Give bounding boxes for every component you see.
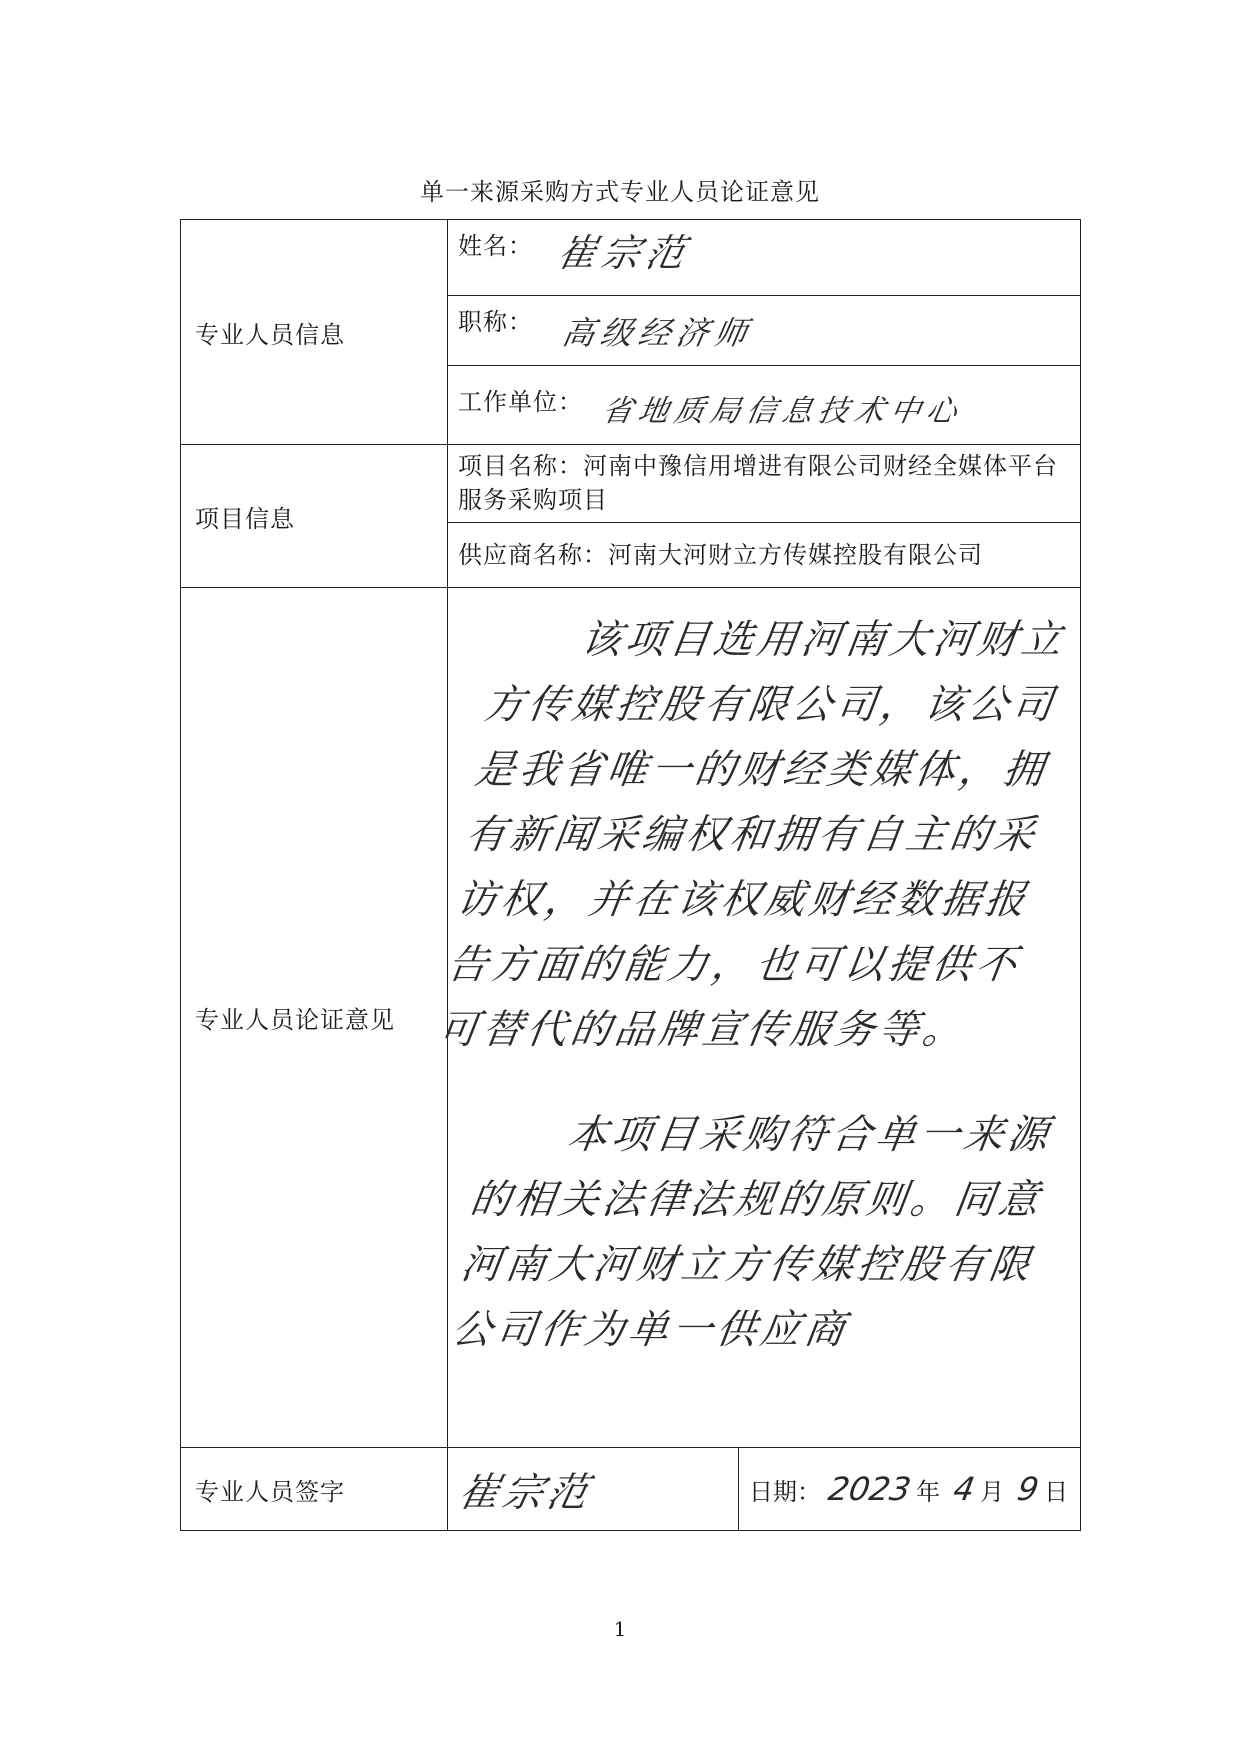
expert-opinion-label: 专业人员论证意见 [181,588,448,1448]
project-name-value: 河南中豫信用增进有限公司财经全媒体平台服务采购项目 [458,452,1058,514]
date-cell [739,1448,1081,1531]
signature-cell [448,1448,739,1531]
date-month-mark: 月 [980,1478,1005,1506]
argument-form-table [180,219,1081,1531]
date-day-mark: 日 [1044,1478,1069,1506]
date-year-handwritten: 2023 [825,1470,914,1508]
project-name-label: 项目名称： [458,452,583,480]
page-title: 单一来源采购方式专业人员论证意见 [420,178,820,206]
title-value-handwritten: 高级经济师 [559,314,757,352]
project-info-label: 项目信息 [181,445,448,588]
supplier-value: 河南大河财立方传媒控股有限公司 [608,541,983,569]
expert-signature-label: 专业人员签字 [181,1448,448,1531]
signature-handwritten: 崔宗范 [454,1469,597,1516]
project-name-row [448,445,1081,523]
supplier-label: 供应商名称： [458,541,608,569]
unit-value-handwritten: 省地质局信息技术中心 [599,394,966,429]
expert-opinion-handwritten [435,588,1081,1448]
title-row [448,296,1081,366]
name-label: 姓名： [458,232,533,260]
date-day-handwritten: 9 [1014,1470,1042,1508]
name-value-handwritten: 崔宗范 [553,231,695,275]
supplier-row [448,523,1081,588]
unit-row [448,366,1081,445]
title-label: 职称： [458,308,533,336]
date-year-mark: 年 [916,1478,941,1506]
page-number: 1 [613,1617,627,1641]
opinion-paragraph-2: 本项目采购符合单一来源的相关法律法规的原则。同意河南大河财立方传媒控股有限公司作为单一供应商 [449,1112,1056,1353]
opinion-paragraph-1: 该项目选用河南大河财立方传媒控股有限公司，该公司是我省唯一的财经类媒体，拥有新闻采编权和拥有自主的采访权，并在该权威财经数据报告方面的能力，也可以提供不可替代的品牌宣传服务等。 [435,617,1069,1053]
date-label: 日期： [749,1478,821,1506]
name-row [448,220,1081,296]
date-month-handwritten: 4 [950,1470,978,1508]
unit-label: 工作单位： [458,388,583,416]
expert-info-label: 专业人员信息 [181,220,448,445]
